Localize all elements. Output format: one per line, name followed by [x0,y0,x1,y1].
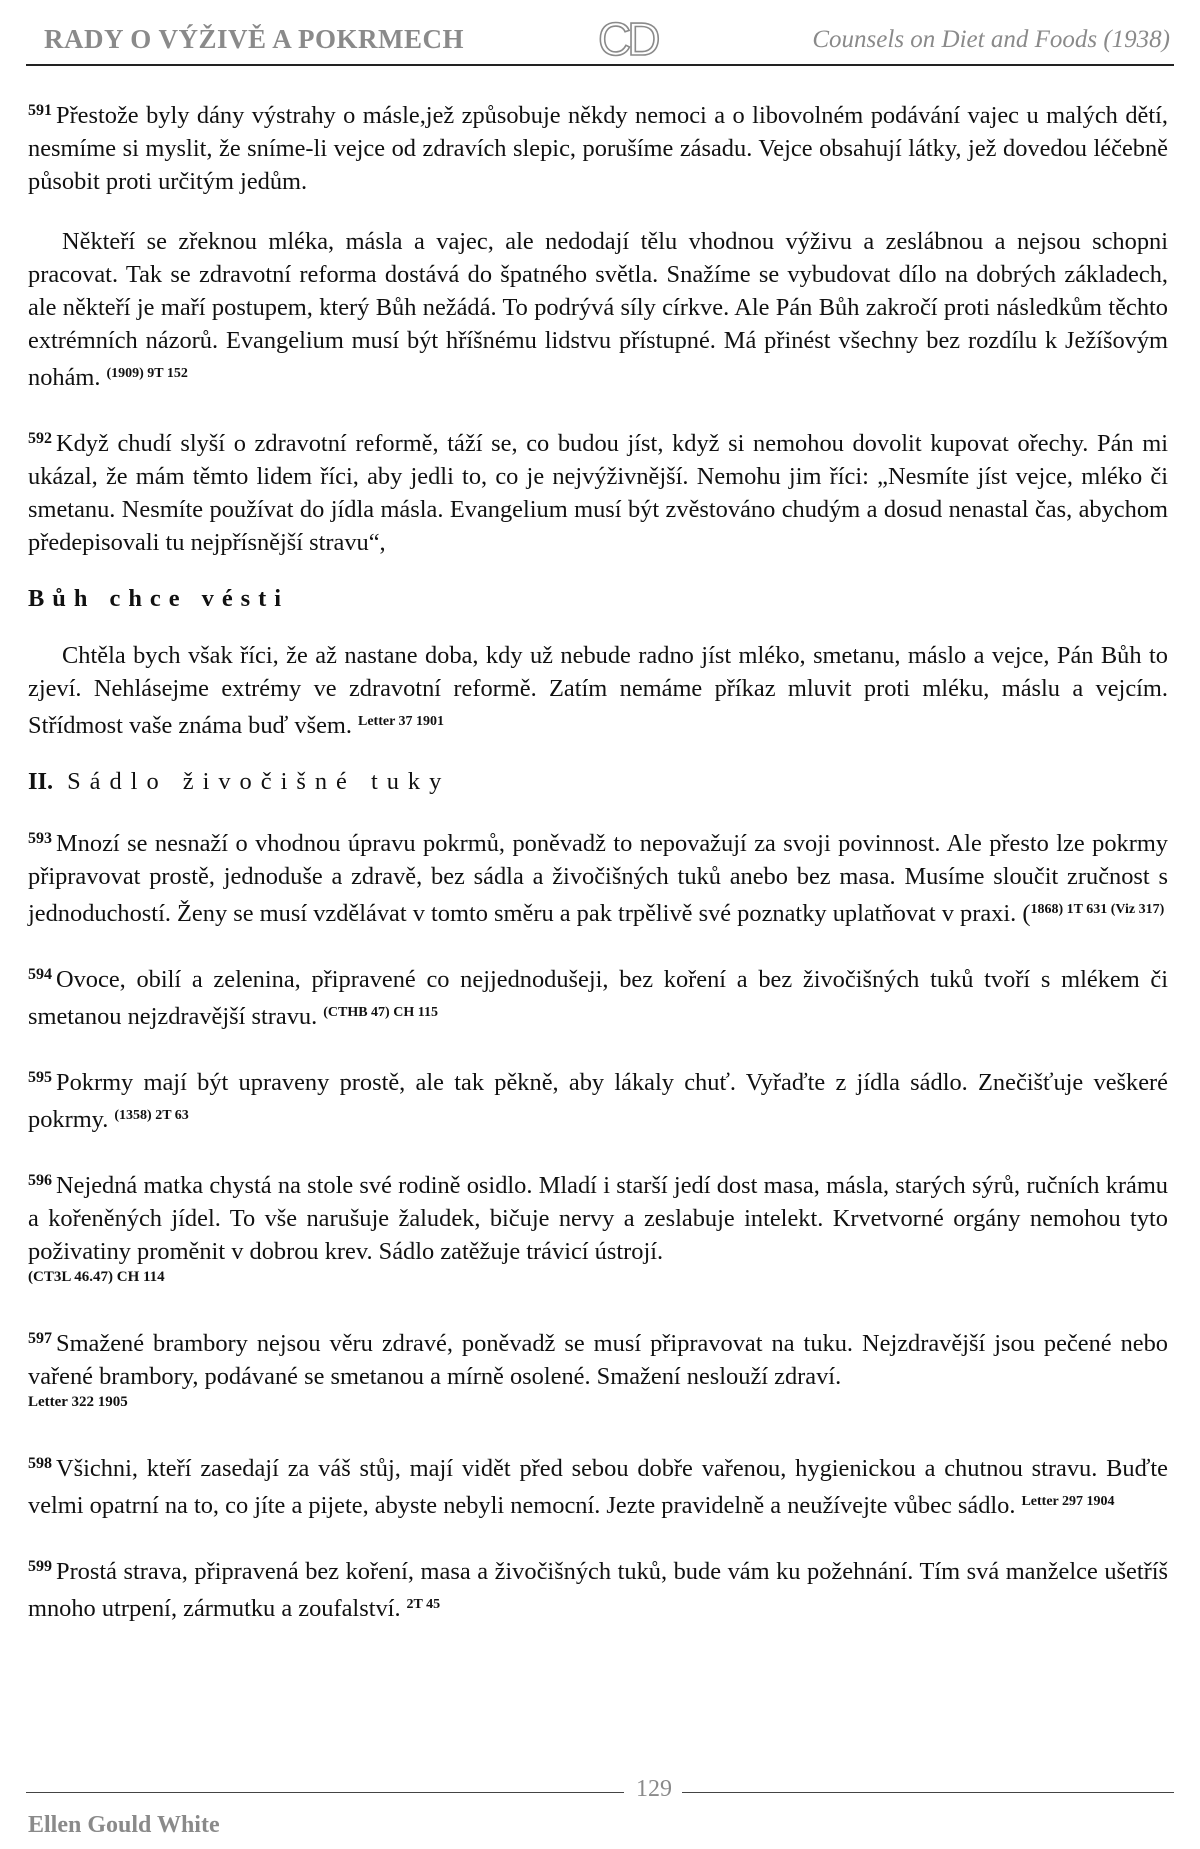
source-reference: 1868) 1T 631 (Viz 317) [1030,902,1165,917]
paragraph-592 [28,422,1168,559]
paragraph-text: Přestože byly dány výstrahy o másle,jež způsobuje někdy nemoci a o libovolném podávání vajec u malých dětí, nesmíme si myslit, že sníme-li vejce od zdravích slepic, porušíme zásadu. Vejce obsahují látky, jež dovedou léčebně působit proti určitým jedům. [28,102,1168,195]
paragraph-593 [28,822,1168,930]
paragraph-597 [28,1322,1168,1411]
source-reference: 2T 45 [406,1597,441,1612]
footer-author: Ellen Gould White [28,1812,220,1838]
paragraph-598 [28,1447,1168,1522]
footer-rule-left [26,1792,624,1793]
source-reference: (1909) 9T 152 [106,366,188,381]
paragraph-text: Mnozí se nesnaží o vhodnou úpravu pokrmů, poněvadž to nepovažují za svoji povinnost. Ale přesto lze pokrmy připravovat prostě, jednoduše a zdravě, bez sádla a živočišných tuků anebo bez masa. Musíme sloučit zručnost s jednoduchostí. Ženy se musí vzdělávat v tomto směru a pak trpělivě své poznatky uplatňovat v praxi. ( [28,830,1168,927]
footer-rule-right [682,1792,1174,1793]
section-title: Sádlo živočišné tuky [67,768,451,795]
paragraph-number: 599 [28,1558,52,1575]
paragraph-596 [28,1164,1168,1286]
cd-logo: CD [598,13,657,65]
paragraph-number: 594 [28,966,52,983]
header-book-title: RADY O VÝŽIVĚ A POKRMECH [44,24,465,54]
paragraph-text: Pokrmy mají být upraveny prostě, ale tak pěkně, aby lákaly chuť. Vyřaďte z jídla sádlo. Znečišťuje veškeré pokrmy. [28,1069,1168,1133]
paragraph-god-leads [28,639,1168,742]
header-english-title: Counsels on Diet and Foods (1938) [812,26,1170,53]
paragraph-599 [28,1550,1168,1625]
paragraph-number: 596 [28,1172,52,1189]
paragraph-text: Někteří se zřeknou mléka, másla a vajec, ale nedodají tělu vhodnou výživu a zeslábnou a nejsou schopni pracovat. Tak se zdravotní reforma dostává do špatného světla. Snažíme se vybudovat dílo na dobrých základech, ale někteří je maří postupem, který Bůh nežádá. To podrývá síly církve. Ale Pán Bůh zakročí proti následkům těchto extrémních názorů. Evangelium musí být hříšnému lidstvu přístupné. Má přinést všechny bez rozdílu k Ježíšovým nohám. [28,228,1168,391]
source-reference: (CT3L 46.47) CH 114 [28,1269,165,1285]
section-heading [28,768,1168,796]
paragraph-number: 597 [28,1330,52,1347]
paragraph-text: Když chudí slyší o zdravotní reformě, táží se, co budou jíst, když si nemohou dovolit kupovat ořechy. Pán mi ukázal, že mám těmto lidem říci, aby jedli to, co je nejvýživnější. Nemohu jim říci: „Nesmíte jíst vejce, mléko či smetanu. Nesmíte používat do jídla másla. Evangelium musí být zvěstováno chudým a dosud nenastal čas, abychom předepisovali tu nejpřísnější stravu“, [28,430,1168,556]
source-reference: Letter 37 1901 [358,714,445,729]
page-content [28,94,1168,1625]
paragraph-591-continued [28,225,1168,394]
paragraph-number: 593 [28,830,52,847]
section-number: II. [28,768,54,795]
paragraph-595 [28,1061,1168,1136]
paragraph-text: Všichni, kteří zasedají za váš stůj, mají vidět před sebou dobře vařenou, hygienickou a chutnou stravu. Buďte velmi opatrní na to, co jíte a pijete, abyste nebyli nemocní. Jezte pravidelně a neužívejte vůbec sádlo. [28,1455,1168,1519]
paragraph-number: 595 [28,1069,52,1086]
paragraph-text: Nejedná matka chystá na stole své rodině osidlo. Mladí i starší jedí dost masa, másla, starých sýrů, ručních krámu a kořeněných jídel. To vše narušuje žaludek, bičuje nervy a zeslabuje intelekt. Krvetvorné orgány nemohou tyto poživatiny proměnit v dobrou krev. Sádlo zatěžuje trávicí ústrojí. [28,1172,1168,1265]
page-footer [26,1760,1174,1840]
source-reference: Letter 297 1904 [1021,1494,1115,1509]
paragraph-text: Smažené brambory nejsou věru zdravé, poněvadž se musí připravovat na tuku. Nejzdravější jsou pečené nebo vařené brambory, podávané se smetanou a mírně osolené. Smažení neslouží zdraví. [28,1330,1168,1390]
paragraph-text: Prostá strava, připravená bez koření, masa a živočišných tuků, bude vám ku požehnání. Tím svá manželce ušetříš mnoho utrpení, zármutku a zoufalství. [28,1558,1168,1622]
source-reference: (1358) 2T 63 [114,1108,189,1123]
page-header [26,13,1174,66]
paragraph-594 [28,958,1168,1033]
paragraph-number: 591 [28,102,52,119]
source-reference: (CTHB 47) CH 115 [323,1005,438,1020]
paragraph-number: 592 [28,430,52,447]
paragraph-text: Ovoce, obilí a zelenina, připravené co nejjednodušeji, bez koření a bez živočišných tuků tvoří s mlékem či smetanou nejzdravější stravu. [28,966,1168,1030]
paragraph-number: 598 [28,1455,52,1472]
paragraph-591 [28,94,1168,198]
source-reference: Letter 322 1905 [28,1394,128,1410]
subheading-god-leads: Bůh chce vésti [28,585,290,612]
paragraph-text: Chtěla bych však říci, že až nastane doba, kdy už nebude radno jíst mléko, smetanu, máslo a vejce, Pán Bůh to zjeví. Nehlásejme extrémy ve zdravotní reformě. Zatím nemáme příkaz mluvit proti mléku, máslu a vejcím. Střídmost vaše známa buď všem. [28,642,1168,739]
page-number: 129 [636,1776,672,1802]
